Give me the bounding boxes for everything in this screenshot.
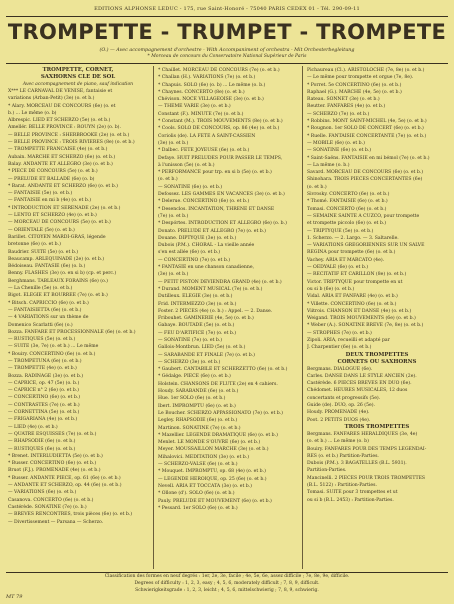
difficulty-note-en: Degrees of difficulty : 1, 2, 3, easy ; 4, 5, 6, moderately difficult ; 7, 8, 9, difficult.: [134, 581, 320, 586]
subtitle: (O.) — Avec accompagnement d'orchestre - With Accompaniment of orchestra - Mit Orchesterbegleitung: [99, 48, 355, 53]
catalog-entry: — PRELUDE ET BALLADE (6e) (o. b): [8, 176, 95, 182]
catalog-entry: * Chapuis. SOLO (6e) (o. b) ... Le même (o. b.): [158, 82, 266, 88]
catalog-entry: — VARIATIONS (6e) (o. et b.): [8, 490, 77, 496]
catalog-entry: * Chaillet. MORCEAU DE CONCOURS (7e) (o. et b.): [158, 68, 280, 73]
catalog-entry: Casanova. CONCERTO (6e) (o. et b.): [8, 497, 94, 503]
catalog-entry: — TROMPETTE FRANCAISE (4e) (o. et b.): [8, 147, 108, 153]
page-number: MT 79: [6, 594, 23, 600]
catalog-entry: Dubois (P.M.). 3 BAGATELLES (B.L. 5931).: [307, 461, 407, 467]
catalog-entry: — CONCERTINO (7e) (o. et b.): [158, 257, 231, 263]
catalog-column-2: [158, 67, 298, 512]
catalog-entry: — FEU D'ARTIFICE (7e) (o. et b.): [158, 330, 237, 336]
catalog-entry: Tomasi. SUITE pour 3 trompettes et ut: [307, 490, 398, 496]
catalog-entry: Domenico Scarlatti (6e) (o.): [8, 322, 73, 328]
catalog-entry: — VARIATIONS GREGORIENNES SUR UN SALVE: [307, 243, 425, 249]
catalog-entry: * Porret. 5e CONCERTINO (6e) (o. et b.): [307, 82, 402, 88]
catalog-entry: — MORCEAU DE CONCOURS (5e) (o. et b.): [8, 220, 111, 226]
column-divider: [302, 66, 303, 569]
catalog-entry: — OEDYALE (6e) (o. et b.): [307, 265, 369, 271]
catalog-entry: X*** LE CARNAVAL DE VENISE, fantaisie et: [8, 89, 113, 94]
catalog-entry: — SARABANDE ET FINALE (7e) (o. et b.): [158, 352, 255, 358]
catalog-entry: * Barat. ANDANTE ET SCHERZO (6e) (o. et b.): [8, 183, 118, 189]
catalog-entry: — RUSTIQUES (6e) (o. et b.): [8, 446, 76, 452]
catalog-entry: Castérède. SONATINE (7e) (o. b.): [8, 504, 87, 510]
catalog-entry: Frid. INTERMEZZO (3e) (o. et b.): [158, 301, 237, 307]
catalog-entry: — BREVES RENCONTRES, trois pièces (6e) (o. et b.): [8, 512, 133, 518]
catalog-entry: Gallois-Montbrun. LIED (5e) (o. et b.): [158, 345, 246, 351]
catalog-entry: — FANTAISIE en mi b (4e) (o. et b.): [8, 198, 92, 204]
catalog-entry: — FRIGARIANA (4e) (o. et b.): [8, 417, 78, 423]
catalog-entry: Defossez. LES GAMMES EN VACANCES (3e) (o. et b.): [158, 192, 285, 198]
catalog-entry: (3e) (o. et b.): [158, 140, 189, 146]
catalog-entry: — FANTAISIE (5e) (o. et b.): [8, 191, 73, 197]
catalog-entry: * Desenclos. INCANTATION, THRENE ET DANSE: [158, 206, 275, 212]
catalog-entry: Aubain. MARCHE ET SCHERZO (6e) (o. et b.): [8, 154, 116, 160]
catalog-entry: Pichaureau (Cl.). ARISTOLOCHE (7e, 8e) (o. et b.): [307, 68, 425, 73]
catalog-entry: * INTRODUCTION ET SERENADE (2e) (o. et b.): [8, 205, 121, 211]
catalog-entry: Houdy. PROMENADE (4e).: [307, 410, 370, 416]
section-heading: TROMPETTE, CORNET,: [42, 67, 114, 73]
catalog-entry: Savard. MORCEAU DE CONCOURS (6e) (o. et b.): [307, 170, 424, 176]
catalog-entry: Douane. DIPTYQUE (3e) (o. et b.): [158, 235, 237, 241]
catalog-entry: * Durand. MOMENT MUSICAL (7e) (o. et b.): [158, 286, 263, 292]
section-heading: SAXHORNS CLE DE SOL: [40, 74, 116, 80]
catalog-entry: Vidal. ARIA ET FANFARE (4e) (o. et b.): [307, 294, 398, 300]
catalog-column-3: [307, 67, 447, 504]
catalog-entry: ou si b (6e) (o. et b.): [307, 286, 355, 292]
catalog-entry: à l'unisson (5e) (o. et b.): [158, 162, 215, 168]
catalog-entry: (B.L. 5122) : Partition-Parties.: [307, 483, 377, 489]
catalog-entry: — LENTO ET SCHERZO (4e) (o. et b.): [8, 213, 97, 219]
catalog-entry: Barillet. CITOYEN MARDI-GRAS, légende: [8, 234, 106, 240]
catalog-entry: Bozza. RADINAGE (3e) (o. et b.): [8, 373, 84, 379]
catalog-entry: * Pessard. 1er SOLO (6e) (o. et b.): [158, 505, 238, 511]
catalog-entry: Benny. FLASHES (3e) (o. en si b) (cp. et perc.): [8, 271, 117, 277]
catalog-entry: bretonne (6e) (o. et b.): [8, 242, 61, 248]
catalog-entry: * Alary. MORCEAU DE CONCOURS (6e) (o. et: [8, 103, 116, 109]
catalog-entry: — PETIT PISTON DEVIENDRA GRAND (4e) (o. et b.): [158, 279, 282, 285]
catalog-entry: Gabaye. BOUTADE (5e) (o. et b.): [158, 323, 235, 329]
catalog-entry: — Divertissement — Parsana — Scherzo.: [8, 519, 104, 525]
catalog-entry: Bédoiseau. FANTASIE (6e) (o. b.): [8, 264, 86, 270]
catalog-entry: Victor. TRIPTYQUE pour trompette en ut: [307, 279, 403, 285]
catalog-entry: — BELLE PROVINCE : SHERBROOKE (2e) (o. et b.): [8, 132, 130, 138]
publisher-header: EDITIONS ALPHONSE LEDUC - 175, rue Saint-Honoré - 75040 PARIS CEDEX 01 - Tél. 290-09-11: [94, 6, 360, 12]
catalog-entry: Coriolis (de). LA FETE A SAINT-CASSIEN: [158, 133, 256, 139]
catalog-entry: Dubois (P.M.). CHORAL - La vieille année: [158, 243, 255, 249]
catalog-entry: * Rougnon. 1er SOLO DE CONCERT (6e) (o. et b.): [307, 126, 424, 132]
catalog-entry: — ORIENTALE (5e) (o. et b.): [8, 227, 75, 233]
catalog-entry: RES (o. et b.) Partition-Parties.: [307, 453, 379, 459]
catalog-entry: — 4 VARIATIONS sur un thème de: [8, 315, 89, 321]
section-heading: CORNETS OU SAXHORNS: [337, 358, 417, 365]
catalog-entry: — SONATINE (6e) (o. et b.): [307, 148, 372, 154]
catalog-entry: * Constant (M.). TROIS MOUVEMENTS (8e) (o. et b.): [158, 119, 283, 125]
catalog-entry: Albrespic. LIED ET SCHERZO (5e) (o. et b.): [8, 118, 111, 124]
catalog-entry: Le Boucher. SCHERZO APPASSIONATO (7e) (o. et b.): [158, 410, 283, 416]
catalog-entry: * Chaynes. CONCERTO (8e) (o. et b.): [158, 89, 245, 95]
section-heading: DEUX TROMPETTES: [345, 351, 409, 358]
catalog-entry: Tomasi. CONCERTO (6e) (o. et b.): [307, 206, 387, 212]
catalog-entry: Hue. 1er SOLO (6e) (o. et b.): [158, 396, 226, 402]
catalog-entry: Constant (F.). MINUTE (7e) (o. et b.): [158, 111, 244, 117]
catalog-entry: * Robbins. MONT SAINT-MICHEL (4e, 5e) (o. et b.): [307, 119, 427, 125]
catalog-entry: — SONATINE (6e) (o. et b.): [158, 184, 223, 190]
catalog-entry: REGINA pour trompette (6e) (o. et b.): [307, 250, 396, 256]
catalog-entry: Guide (de). DUO, op. 26 (5e).: [307, 403, 375, 409]
catalog-entry: Bozza. FANFARE ET PROCESSIONNALE (6e) (o. et b.): [8, 329, 136, 335]
catalog-entry: Raphael (G.). MARCHE (4e, 5e) (o. et b.): [307, 89, 402, 95]
catalog-entry: Donato. PRELUDE ET ALLEGRO (7e) (o. et b.): [158, 228, 266, 234]
divider: [6, 16, 448, 17]
catalog-entry: Houdy. SARABANDE (6e) (o. et b.): [158, 389, 239, 395]
catalog-entry: — CAPRICE n° 2 (6e) (o. et b.): [8, 388, 79, 394]
catalog-entry: Reutter. FANFARES (4e) (o. et b.): [307, 104, 386, 110]
catalog-entry: (3e) (o. et b.): [158, 272, 189, 278]
catalog-entry: — STROPHES (7e) (o. et b.): [307, 330, 372, 336]
catalog-entry: Nevell. ARIA ET TOCCATA (3e) (o. et b.): [158, 483, 252, 489]
catalog-entry: — CONTRASTES (7e) (o. et b.): [8, 402, 80, 408]
catalog-entry: * Saint-Saëns. FANTAISIE en mi bémol (7e) (o. et b.): [307, 155, 430, 161]
catalog-entry: — QUATRE ESQUISSES (7e) (o. et b.): [8, 431, 97, 437]
catalog-entry: concertants et progressifs (5e).: [307, 395, 381, 401]
catalog-entry: — SONATINE (7e) (o. et b.): [158, 337, 223, 343]
catalog-entry: Mancinelli. 2 PIECES POUR TROIS TROMPETTES: [307, 475, 426, 481]
catalog-entry: * Delerue. CONCERTINO (6e) (o. et b.): [158, 199, 250, 205]
catalog-entry: * PERFORMANCE pour trp. en si b (5e) (o. et b.): [158, 170, 272, 176]
catalog-entry: Weigand. TROIS MOUVEMENTS (6e) (o. et b.): [307, 316, 416, 322]
difficulty-note-de: Schwierigkeitsgrade : 1, 2, 3, leicht ; 4, 5, 6, mittelschwierig ; 7, 8, 9, schwierig.: [135, 588, 319, 593]
catalog-entry: Castérède. 6 PIECES BREVES EN DUO (6e).: [307, 381, 412, 387]
catalog-entry: * Mazellier. LEGENDE DRAMATIQUE (6e) (o. et b.): [158, 432, 278, 438]
catalog-entry: s'en est allée (6e) (o. et b.): [158, 250, 221, 256]
catalog-entry: * Cools. SOLO DE CONCOURS, op. 86 (4e) (o. et b.): [158, 126, 280, 132]
catalog-entry: Vachey. ARIA ET MARCATO (4e).: [307, 257, 385, 263]
catalog-entry: Partition-Parties.: [307, 468, 347, 474]
catalog-entry: Bergmans. FANFARES HERALDIQUES (3e, 4e): [307, 431, 418, 437]
catalog-entry: Bouiry. FANFARES POUR DES TEMPS LEGENDAI-: [307, 446, 427, 452]
catalog-entry: — MOBILE (6e) (o. et b.): [307, 140, 365, 146]
catalog-column-1: [8, 67, 148, 526]
catalog-entry: * Busser. CONCERTINO (6e) (o. et b.): [8, 461, 97, 467]
catalog-entry: — CORNETTINA (5e) (o. et b.): [8, 410, 80, 416]
catalog-entry: — SCHERZO (3e) (o. et b.): [158, 359, 221, 365]
catalog-entry: * Thomé. FANTAISIE (6e) (o. et b.): [307, 199, 388, 205]
catalog-entry: Baudrier. SUITE (5e) (o. et b.): [8, 249, 79, 255]
catalog-entry: Defaye. HUIT PRELUDES POUR PASSER LE TEMPS,: [158, 155, 283, 161]
catalog-entry: Bigot. ELEGIE ET BOURREE (7e) (o. et b.): [8, 293, 108, 299]
catalog-entry: ou si b (B.L. 2453) : Partition-Parties.: [307, 497, 394, 503]
catalog-entry: — CAPRICE, op. 47 (5e) (o. b.): [8, 380, 80, 386]
catalog-entry: * Brenet. INTERLUDIETTA (5e) (o. et b.): [8, 453, 103, 459]
catalog-entry: Carles. DANSE DANS LE STYLE ANCIEN (2e).: [307, 373, 417, 379]
catalog-entry: Menlet. LE MONDE S'OUVRE (6e) (o. et b.): [158, 440, 261, 446]
page-title: TROMPETTE - TRUMPET - TROMPETE: [7, 20, 447, 44]
catalog-entry: Bruot (F.J.). PROMENADE (4e) (o. et b.): [8, 468, 101, 474]
catalog-entry: et trompette piccolo (6e) (o. et b.): [307, 221, 387, 227]
catalog-entry: Amellér. BELLE PROVINCE : ROUYN (2e) (o. b).: [8, 125, 121, 131]
catalog-entry: * Challan (H.). VARIATIONS (7e) (o. et b.): [158, 75, 256, 81]
catalog-entry: — La Chenille (5e) (o. et b.): [8, 286, 73, 292]
catalog-entry: — RECITATIF ET CARILLON (8e) (o. et b.): [307, 272, 407, 278]
catalog-entry: * FANTASIE en une chanson canadienne,: [158, 265, 255, 271]
catalog-entry: * Busser. ANDANTE PIECE, op. 61 (6e) (o. et b.): [8, 475, 121, 481]
difficulty-note-fr: Classification des formes en neuf degrés : 1er, 2e, 3e, facile ; 4e, 5e, 6e, assez difficile ; 7e, 8e, 9e, difficile.: [104, 574, 350, 579]
catalog-entry: * PIECE DE CONCOURS (5e) (o. et b.): [8, 169, 98, 175]
catalog-entry: — TROMPETUNA (6e) (o. et b.): [8, 358, 82, 364]
catalog-entry: * Bouiry. CONCERTINO (6e) (o. et b.): [8, 351, 96, 357]
section-note: Avec accompagnement de piano, sauf indication: [22, 82, 134, 87]
catalog-entry: Chévison. NOCE VILLAGEOISE (3e) (o. et b.): [158, 97, 264, 103]
catalog-entry: * Weber (A.). SONATINE BREVE (7e, 8e) (o. et b.): [307, 323, 424, 329]
catalog-entry: — RUSTIQUES (5e) (o. et b.): [8, 337, 76, 343]
catalog-entry: Dutilleux. ELEGIE (3e) (o. et b.): [158, 294, 233, 300]
catalog-entry: Martinon. SONATINE (7e) (o. et b.): [158, 425, 241, 431]
catalog-entry: Viitrois. CHANSON ET DANSE (4e) (o. et b.): [307, 308, 412, 314]
catalog-entry: — FANTAISIETTA (6e) (o. et b.): [8, 307, 82, 313]
catalog-entry: * Mouquet. IMPROMPTU, op. 68 (4e) (o. et b.): [158, 469, 266, 475]
catalog-entry: Chédomet. HEURES MUSICALES, 12 duos: [307, 388, 408, 394]
catalog-entry: Mihalovici. MEDITATION (3e) (o. et b.): [158, 454, 249, 460]
catalog-entry: — LEGENDE HEROIQUE, op. 25 (6e) (o. et b.): [158, 476, 267, 482]
catalog-entry: * Gédalge. PIECE (6e) (o. et b.): [158, 374, 231, 380]
catalog-entry: variations (Arban-Petit) (3e) (o. et b.): [8, 96, 95, 102]
divider: [6, 572, 448, 573]
catalog-entry: Sivrosky. CONCERTO (6e) (o. et b.): [307, 192, 390, 198]
catalog-entry: Legley. RHAPSODIE (6e) (o. et b.): [158, 418, 238, 424]
catalog-entry: — BELLE PROVINCE : TROIS RIVIERES (8e) (o. et b.): [8, 140, 135, 146]
catalog-entry: Meyer. MOUSSAILLON MARCHE (3e) (o. et b.): [158, 447, 269, 453]
catalog-entry: * Villette. CONCERTINO (6e) (o. et b.): [307, 301, 397, 307]
catalog-entry: — ANDANTE ET SCHERZO, op. 44 (6e) (o. et b.): [8, 483, 122, 489]
catalog-entry: (o. et b.): [158, 177, 178, 183]
catalog-entry: Poot. 2 PETITS DUOS (4e).: [307, 417, 371, 423]
catalog-entry: J. Charpentier (6e) (o. et b.): [307, 345, 372, 351]
catalog-entry: * Ruelle. FANTAISIE CONCERTANTE (7e) (o. et b.): [307, 133, 427, 139]
catalog-entry: * Gaubert. CANTABILE ET SCHERZETTO (6e) (o. et b.): [158, 367, 288, 373]
catalog-entry: * Ollone (d'). SOLO (6e) (o. et b.): [158, 491, 235, 497]
catalog-entry: Holstein. CHANSONS DE FLUTE (2e) en 4 cahiers.: [158, 381, 278, 387]
catalog-entry: — SUITE (3e, 7e) (o. et b.) ... Le même: [8, 344, 99, 350]
catalog-entry: — SEMAINE SAINTE A CUZCO, pour trompette: [307, 213, 420, 219]
catalog-entry: Beaucamp. ARLEQUINADE (2e) (o. et b.): [8, 256, 105, 262]
catalog-entry: Ibert. IMPROMPTU (6e) (o. et b.): [158, 403, 236, 409]
catalog-entry: Pauly. PRELUDE ET MOUVEMENT (6e) (o. et b.): [158, 498, 272, 504]
catalog-entry: Rateau. SONNET (3e) (o. et b.): [307, 97, 380, 103]
catalog-entry: Balay. ANDANTE ET ALLEGRO (3e) (o. et b.): [8, 161, 113, 167]
catalog-entry: — La même (o. b.): [307, 162, 350, 168]
catalog-entry: 1. Scherzo. — 2. Largo. — 3. Saltarelle.: [307, 235, 399, 241]
catalog-entry: — LIED (4e) (o. et b.): [8, 424, 58, 430]
catalog-entry: Berghmans. TABLEAUX FORAINS (6e) (o.): [8, 278, 108, 284]
column-divider: [153, 66, 154, 569]
catalog-entry: Fribouhet. GAMINERIE (4e, 5e) (o. et b.): [158, 316, 254, 322]
catalog-entry: Bergmans. DIALOGUE (6e).: [307, 366, 373, 372]
subtitle-legend: * Morceau de concours du Conservatoire National Supérieur de Paris: [147, 54, 307, 59]
section-heading: TROIS TROMPETTES: [344, 423, 410, 430]
catalog-entry: — SCHERZO (7e) (o. et b.): [307, 111, 370, 117]
catalog-entry: * Despórtes. INTRODUCTION ET ALLEGRO (6e) (o. b.): [158, 221, 287, 227]
catalog-entry: b.) ... Le même (o. b): [8, 110, 57, 116]
catalog-entry: * Dalbec. FETE JOYEUSE (6e) (o. et b.): [158, 148, 250, 154]
catalog-entry: Shinohara. TROIS PIECES CONCERTANTES (6e): [307, 177, 423, 183]
divider: [6, 63, 448, 64]
catalog-entry: — SCHERZO-VALSE (6e) (o. et b.): [158, 462, 238, 468]
catalog-entry: Zipoli. ARIA, recueilli et adapté par: [307, 337, 390, 343]
catalog-entry: Foster. 2 PIECES (4e) (o. b.) : Appel. — 2. Danse.: [158, 308, 273, 314]
catalog-entry: — RHAPSODIE (6e) (o. et b.): [8, 439, 76, 445]
catalog-entry: — CONCERTINO (6e) (o. et b.): [8, 395, 81, 401]
catalog-entry: (o. et b.): [307, 184, 327, 190]
catalog-entry: — Le même pour trompette et orgue (7e, 8e).: [307, 75, 414, 81]
catalog-entry: — THEME VARIE (3e) (o. et b.): [158, 104, 231, 110]
catalog-entry: — TROMPETTE (4e) (o. et b.): [8, 366, 77, 372]
catalog-entry: (o. et b.) ... Le même (o. b): [307, 439, 369, 445]
catalog-entry: (7e) (o. et b.): [158, 213, 189, 219]
catalog-entry: * Bitsch. CAPRICCIO (6e) (o. et b.): [8, 300, 89, 306]
catalog-entry: — TRIPTYQUE (5e) (o. et b.): [307, 228, 374, 234]
